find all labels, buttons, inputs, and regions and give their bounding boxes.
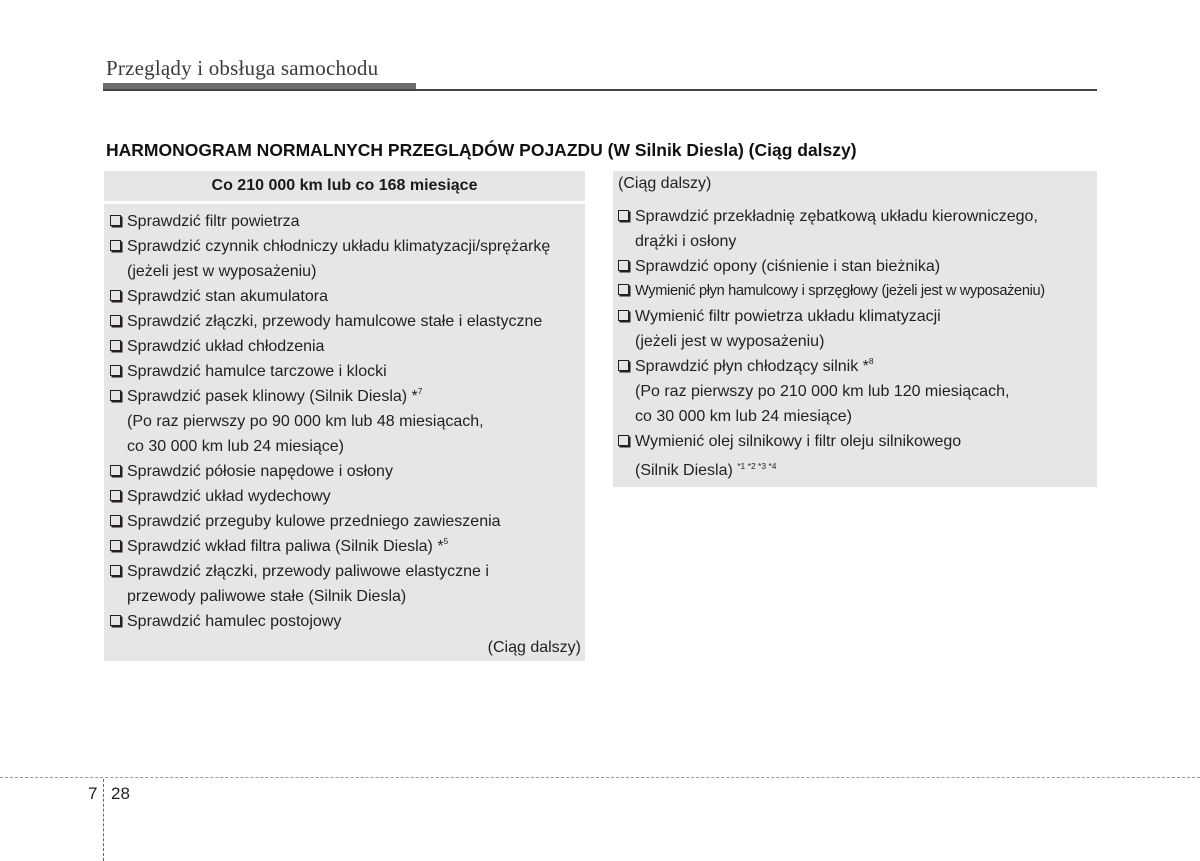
checkbox-icon (110, 465, 121, 476)
left-checklist (104, 204, 585, 634)
checklist-item: Sprawdzić płyn chłodzący silnik *$^8$ (Po raz pierwszy po 210 000 km lub 120 miesiącach, co 30 000 km lub 24 miesiące) (618, 354, 1097, 429)
checklist-item: Sprawdzić hamulce tarczowe i klocki (110, 359, 585, 384)
checkbox-icon (110, 540, 121, 551)
checkbox-icon (618, 284, 629, 295)
checklist-item: Wymienić olej silnikowy i filtr oleju silnikowego (Silnik Diesla) $^{*1 *2 *3 *4}$ (618, 429, 1097, 483)
checklist-item: Wymienić płyn hamulcowy i sprzęgłowy (jeżeli jest w wyposażeniu) (618, 279, 1097, 304)
left-panel (104, 171, 585, 661)
checkbox-icon (110, 565, 121, 576)
checklist-item: Sprawdzić układ wydechowy (110, 484, 585, 509)
checkbox-icon (110, 490, 121, 501)
checkbox-icon (110, 340, 121, 351)
checklist-item: Sprawdzić hamulec postojowy (110, 609, 585, 634)
footer-divider (0, 777, 1200, 778)
footnote-markers: *1 *2 *3 *4 (737, 461, 777, 471)
checklist-item: Sprawdzić przeguby kulowe przedniego zawieszenia (110, 509, 585, 534)
header-rule (103, 89, 1097, 91)
page-number: 28 (111, 784, 130, 803)
checkbox-icon (618, 260, 629, 271)
right-checklist (613, 195, 1097, 483)
checkbox-icon (110, 615, 121, 626)
checkbox-icon (110, 240, 121, 251)
section-title: Przeglądy i obsługa samochodu (106, 56, 379, 80)
checkbox-icon (618, 310, 629, 321)
footnote-marker: 5 (443, 536, 449, 546)
checkbox-icon (618, 210, 629, 221)
continued-label: (Ciąg dalszy) (487, 639, 581, 656)
checklist-item: Sprawdzić wkład filtra paliwa (Silnik Diesla) *$^5$ (110, 534, 585, 559)
chapter-number: 7 (88, 784, 98, 803)
checkbox-icon (110, 515, 121, 526)
checkbox-icon (110, 365, 121, 376)
checkbox-icon (110, 290, 121, 301)
checklist-item: Sprawdzić układ chłodzenia (110, 334, 585, 359)
checkbox-icon (618, 360, 629, 371)
checklist-item: Sprawdzić filtr powietrza (110, 209, 585, 234)
checklist-item: Sprawdzić pasek klinowy (Silnik Diesla) *$^7$ (Po raz pierwszy po 90 000 km lub 48 miesiącach, co 30 000 km lub 24 miesiące) (110, 384, 585, 459)
checklist-item: Sprawdzić złączki, przewody paliwowe elastyczne i przewody paliwowe stałe (Silnik Diesla) (110, 559, 585, 609)
checklist-item: Wymienić filtr powietrza układu klimatyzacji (jeżeli jest w wyposażeniu) (618, 304, 1097, 354)
page-heading: HARMONOGRAM NORMALNYCH PRZEGLĄDÓW POJAZDU (W Silnik Diesla) (Ciąg dalszy) (106, 140, 857, 160)
checklist-item: Sprawdzić złączki, przewody hamulcowe stałe i elastyczne (110, 309, 585, 334)
checkbox-icon (110, 390, 121, 401)
continued-label: (Ciąg dalszy) (618, 175, 712, 192)
left-panel-title: Co 210 000 km lub co 168 miesiące (104, 171, 585, 204)
footer-vertical-divider (103, 779, 104, 861)
right-panel (613, 171, 1097, 487)
checklist-item: Sprawdzić opony (ciśnienie i stan bieżnika) (618, 254, 1097, 279)
checkbox-icon (618, 435, 629, 446)
checklist-item: Sprawdzić czynnik chłodniczy układu klimatyzacji/sprężarkę (jeżeli jest w wyposażeniu) (110, 234, 585, 284)
checklist-item: Sprawdzić półosie napędowe i osłony (110, 459, 585, 484)
checkbox-icon (110, 215, 121, 226)
checkbox-icon (110, 315, 121, 326)
checklist-item: Sprawdzić stan akumulatora (110, 284, 585, 309)
checklist-item: Sprawdzić przekładnię zębatkową układu kierowniczego, drążki i osłony (618, 204, 1097, 254)
footnote-marker: 8 (868, 356, 874, 366)
footnote-marker: 7 (417, 386, 423, 396)
